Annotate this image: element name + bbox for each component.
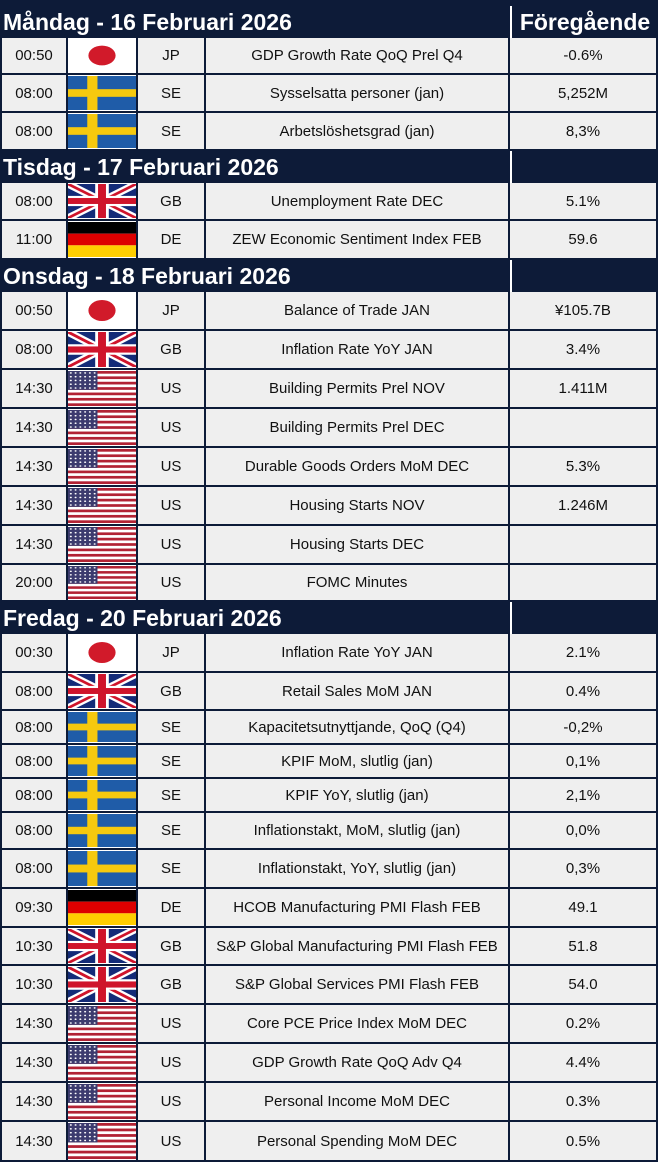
event-country: US [138,370,204,407]
event-time: 14:30 [2,1005,66,1042]
flag-cell [68,1005,136,1042]
event-time: 14:30 [2,526,66,563]
jp-flag-icon [68,39,136,72]
event-time: 08:00 [2,779,66,811]
event-country: SE [138,711,204,743]
flag-cell [68,1122,136,1160]
event-country: SE [138,113,204,149]
event-country: US [138,526,204,563]
event-name: Durable Goods Orders MoM DEC [206,448,508,485]
flag-cell [68,409,136,446]
event-name: KPIF YoY, slutlig (jan) [206,779,508,811]
event-country: SE [138,75,204,111]
event-country: US [138,1005,204,1042]
event-row [0,565,658,602]
event-name: Building Permits Prel NOV [206,370,508,407]
jp-flag-icon [68,293,136,328]
flag-cell [68,634,136,671]
event-name: Personal Income MoM DEC [206,1083,508,1120]
day-header [0,602,658,634]
event-name: S&P Global Manufacturing PMI Flash FEB [206,928,508,964]
event-country: GB [138,183,204,219]
event-previous: 1.246M [510,487,656,524]
event-row [0,813,658,850]
event-previous: 5,252M [510,75,656,111]
event-time: 08:00 [2,331,66,368]
event-row [0,966,658,1005]
event-previous [510,526,656,563]
event-time: 10:30 [2,928,66,964]
event-row [0,1005,658,1044]
event-country: JP [138,38,204,73]
event-previous: 0.3% [510,1083,656,1120]
event-previous: 49.1 [510,889,656,926]
event-country: DE [138,221,204,258]
event-time: 00:50 [2,292,66,329]
flag-cell [68,370,136,407]
flag-cell [68,673,136,709]
event-name: Building Permits Prel DEC [206,409,508,446]
us-flag-icon [68,1084,136,1119]
event-time: 08:00 [2,113,66,149]
flag-cell [68,889,136,926]
event-previous: 0.5% [510,1122,656,1160]
event-previous: 4.4% [510,1044,656,1081]
event-time: 08:00 [2,183,66,219]
event-row [0,889,658,928]
event-row [0,409,658,448]
event-time: 09:30 [2,889,66,926]
day-header [0,260,658,292]
event-time: 20:00 [2,565,66,600]
jp-flag-icon [68,635,136,670]
event-row [0,928,658,966]
us-flag-icon [68,1045,136,1080]
day-title: Tisdag - 17 Februari 2026 [3,153,279,180]
event-name: Personal Spending MoM DEC [206,1122,508,1160]
event-name: FOMC Minutes [206,565,508,600]
event-time: 14:30 [2,409,66,446]
us-flag-icon [68,488,136,523]
event-name: Core PCE Price Index MoM DEC [206,1005,508,1042]
event-previous: 59.6 [510,221,656,258]
event-name: GDP Growth Rate QoQ Prel Q4 [206,38,508,73]
gb-flag-icon [68,674,136,708]
event-time: 10:30 [2,966,66,1003]
event-row [0,673,658,711]
event-time: 00:50 [2,38,66,73]
gb-flag-icon [68,184,136,218]
flag-cell [68,331,136,368]
event-country: GB [138,928,204,964]
previous-column-header: Föregående [510,6,658,38]
us-flag-icon [68,410,136,445]
event-previous: 2.1% [510,634,656,671]
flag-cell [68,745,136,777]
se-flag-icon [68,851,136,886]
event-previous: -0,2% [510,711,656,743]
event-name: Inflationstakt, YoY, slutlig (jan) [206,850,508,887]
event-row [0,221,658,260]
flag-cell [68,850,136,887]
event-row [0,448,658,487]
event-row [0,113,658,151]
event-name: Inflation Rate YoY JAN [206,634,508,671]
flag-cell [68,966,136,1003]
event-time: 08:00 [2,711,66,743]
flag-cell [68,292,136,329]
event-row [0,711,658,745]
event-country: US [138,1122,204,1160]
event-time: 14:30 [2,448,66,485]
se-flag-icon [68,814,136,847]
event-name: KPIF MoM, slutlig (jan) [206,745,508,777]
event-country: US [138,409,204,446]
flag-cell [68,183,136,219]
event-country: US [138,565,204,600]
day-title: Onsdag - 18 Februari 2026 [3,262,291,289]
flag-cell [68,38,136,73]
event-country: GB [138,966,204,1003]
us-flag-icon [68,1123,136,1159]
us-flag-icon [68,449,136,484]
event-row [0,526,658,565]
event-previous: 0.4% [510,673,656,709]
event-name: Retail Sales MoM JAN [206,673,508,709]
event-country: SE [138,850,204,887]
flag-cell [68,487,136,524]
us-flag-icon [68,1006,136,1041]
event-row [0,292,658,331]
flag-cell [68,711,136,743]
event-previous: 5.3% [510,448,656,485]
event-country: GB [138,673,204,709]
event-name: Housing Starts NOV [206,487,508,524]
event-time: 14:30 [2,1083,66,1120]
event-time: 14:30 [2,1044,66,1081]
event-row [0,1044,658,1083]
flag-cell [68,221,136,258]
event-row [0,38,658,75]
event-name: Sysselsatta personer (jan) [206,75,508,111]
event-row [0,634,658,673]
de-flag-icon [68,890,136,925]
event-row [0,779,658,813]
event-time: 08:00 [2,813,66,848]
event-previous: 1.411M [510,370,656,407]
event-time: 14:30 [2,1122,66,1160]
gb-flag-icon [68,929,136,963]
day-title: Måndag - 16 Februari 2026 [3,8,292,35]
event-name: Housing Starts DEC [206,526,508,563]
event-name: ZEW Economic Sentiment Index FEB [206,221,508,258]
event-previous: -0.6% [510,38,656,73]
event-row [0,75,658,113]
event-time: 08:00 [2,850,66,887]
flag-cell [68,1083,136,1120]
previous-column-header [510,151,658,183]
event-row [0,850,658,889]
event-country: GB [138,331,204,368]
gb-flag-icon [68,332,136,367]
event-previous: ¥105.7B [510,292,656,329]
flag-cell [68,75,136,111]
flag-cell [68,526,136,563]
event-country: US [138,448,204,485]
event-time: 14:30 [2,487,66,524]
se-flag-icon [68,746,136,776]
event-time: 08:00 [2,745,66,777]
gb-flag-icon [68,967,136,1002]
event-time: 11:00 [2,221,66,258]
event-name: Unemployment Rate DEC [206,183,508,219]
event-row [0,1122,658,1162]
event-previous [510,409,656,446]
event-previous: 0.2% [510,1005,656,1042]
event-row [0,370,658,409]
event-previous: 0,0% [510,813,656,848]
event-name: Inflationstakt, MoM, slutlig (jan) [206,813,508,848]
flag-cell [68,928,136,964]
us-flag-icon [68,371,136,406]
se-flag-icon [68,780,136,810]
event-name: GDP Growth Rate QoQ Adv Q4 [206,1044,508,1081]
event-time: 14:30 [2,370,66,407]
event-country: SE [138,779,204,811]
event-country: DE [138,889,204,926]
event-name: Kapacitetsutnyttjande, QoQ (Q4) [206,711,508,743]
flag-cell [68,448,136,485]
event-row [0,331,658,370]
event-name: Balance of Trade JAN [206,292,508,329]
event-time: 00:30 [2,634,66,671]
event-time: 08:00 [2,75,66,111]
event-name: S&P Global Services PMI Flash FEB [206,966,508,1003]
event-country: US [138,487,204,524]
day-header [0,6,658,38]
us-flag-icon [68,566,136,599]
event-previous [510,565,656,600]
event-name: Inflation Rate YoY JAN [206,331,508,368]
event-country: SE [138,745,204,777]
previous-column-header [510,602,658,634]
day-header [0,151,658,183]
previous-column-header [510,260,658,292]
event-row [0,487,658,526]
se-flag-icon [68,712,136,742]
event-previous: 0,3% [510,850,656,887]
event-previous: 51.8 [510,928,656,964]
event-time: 08:00 [2,673,66,709]
day-title: Fredag - 20 Februari 2026 [3,604,282,631]
event-previous: 0,1% [510,745,656,777]
event-country: US [138,1083,204,1120]
event-row [0,1083,658,1122]
us-flag-icon [68,527,136,562]
event-previous: 8,3% [510,113,656,149]
event-country: SE [138,813,204,848]
flag-cell [68,565,136,600]
event-country: JP [138,292,204,329]
event-name: HCOB Manufacturing PMI Flash FEB [206,889,508,926]
de-flag-icon [68,222,136,257]
event-previous: 5.1% [510,183,656,219]
se-flag-icon [68,114,136,148]
flag-cell [68,813,136,848]
event-row [0,183,658,221]
flag-cell [68,1044,136,1081]
event-previous: 3.4% [510,331,656,368]
se-flag-icon [68,76,136,110]
event-previous: 54.0 [510,966,656,1003]
event-country: JP [138,634,204,671]
flag-cell [68,779,136,811]
flag-cell [68,113,136,149]
event-row [0,745,658,779]
event-country: US [138,1044,204,1081]
event-name: Arbetslöshetsgrad (jan) [206,113,508,149]
event-previous: 2,1% [510,779,656,811]
